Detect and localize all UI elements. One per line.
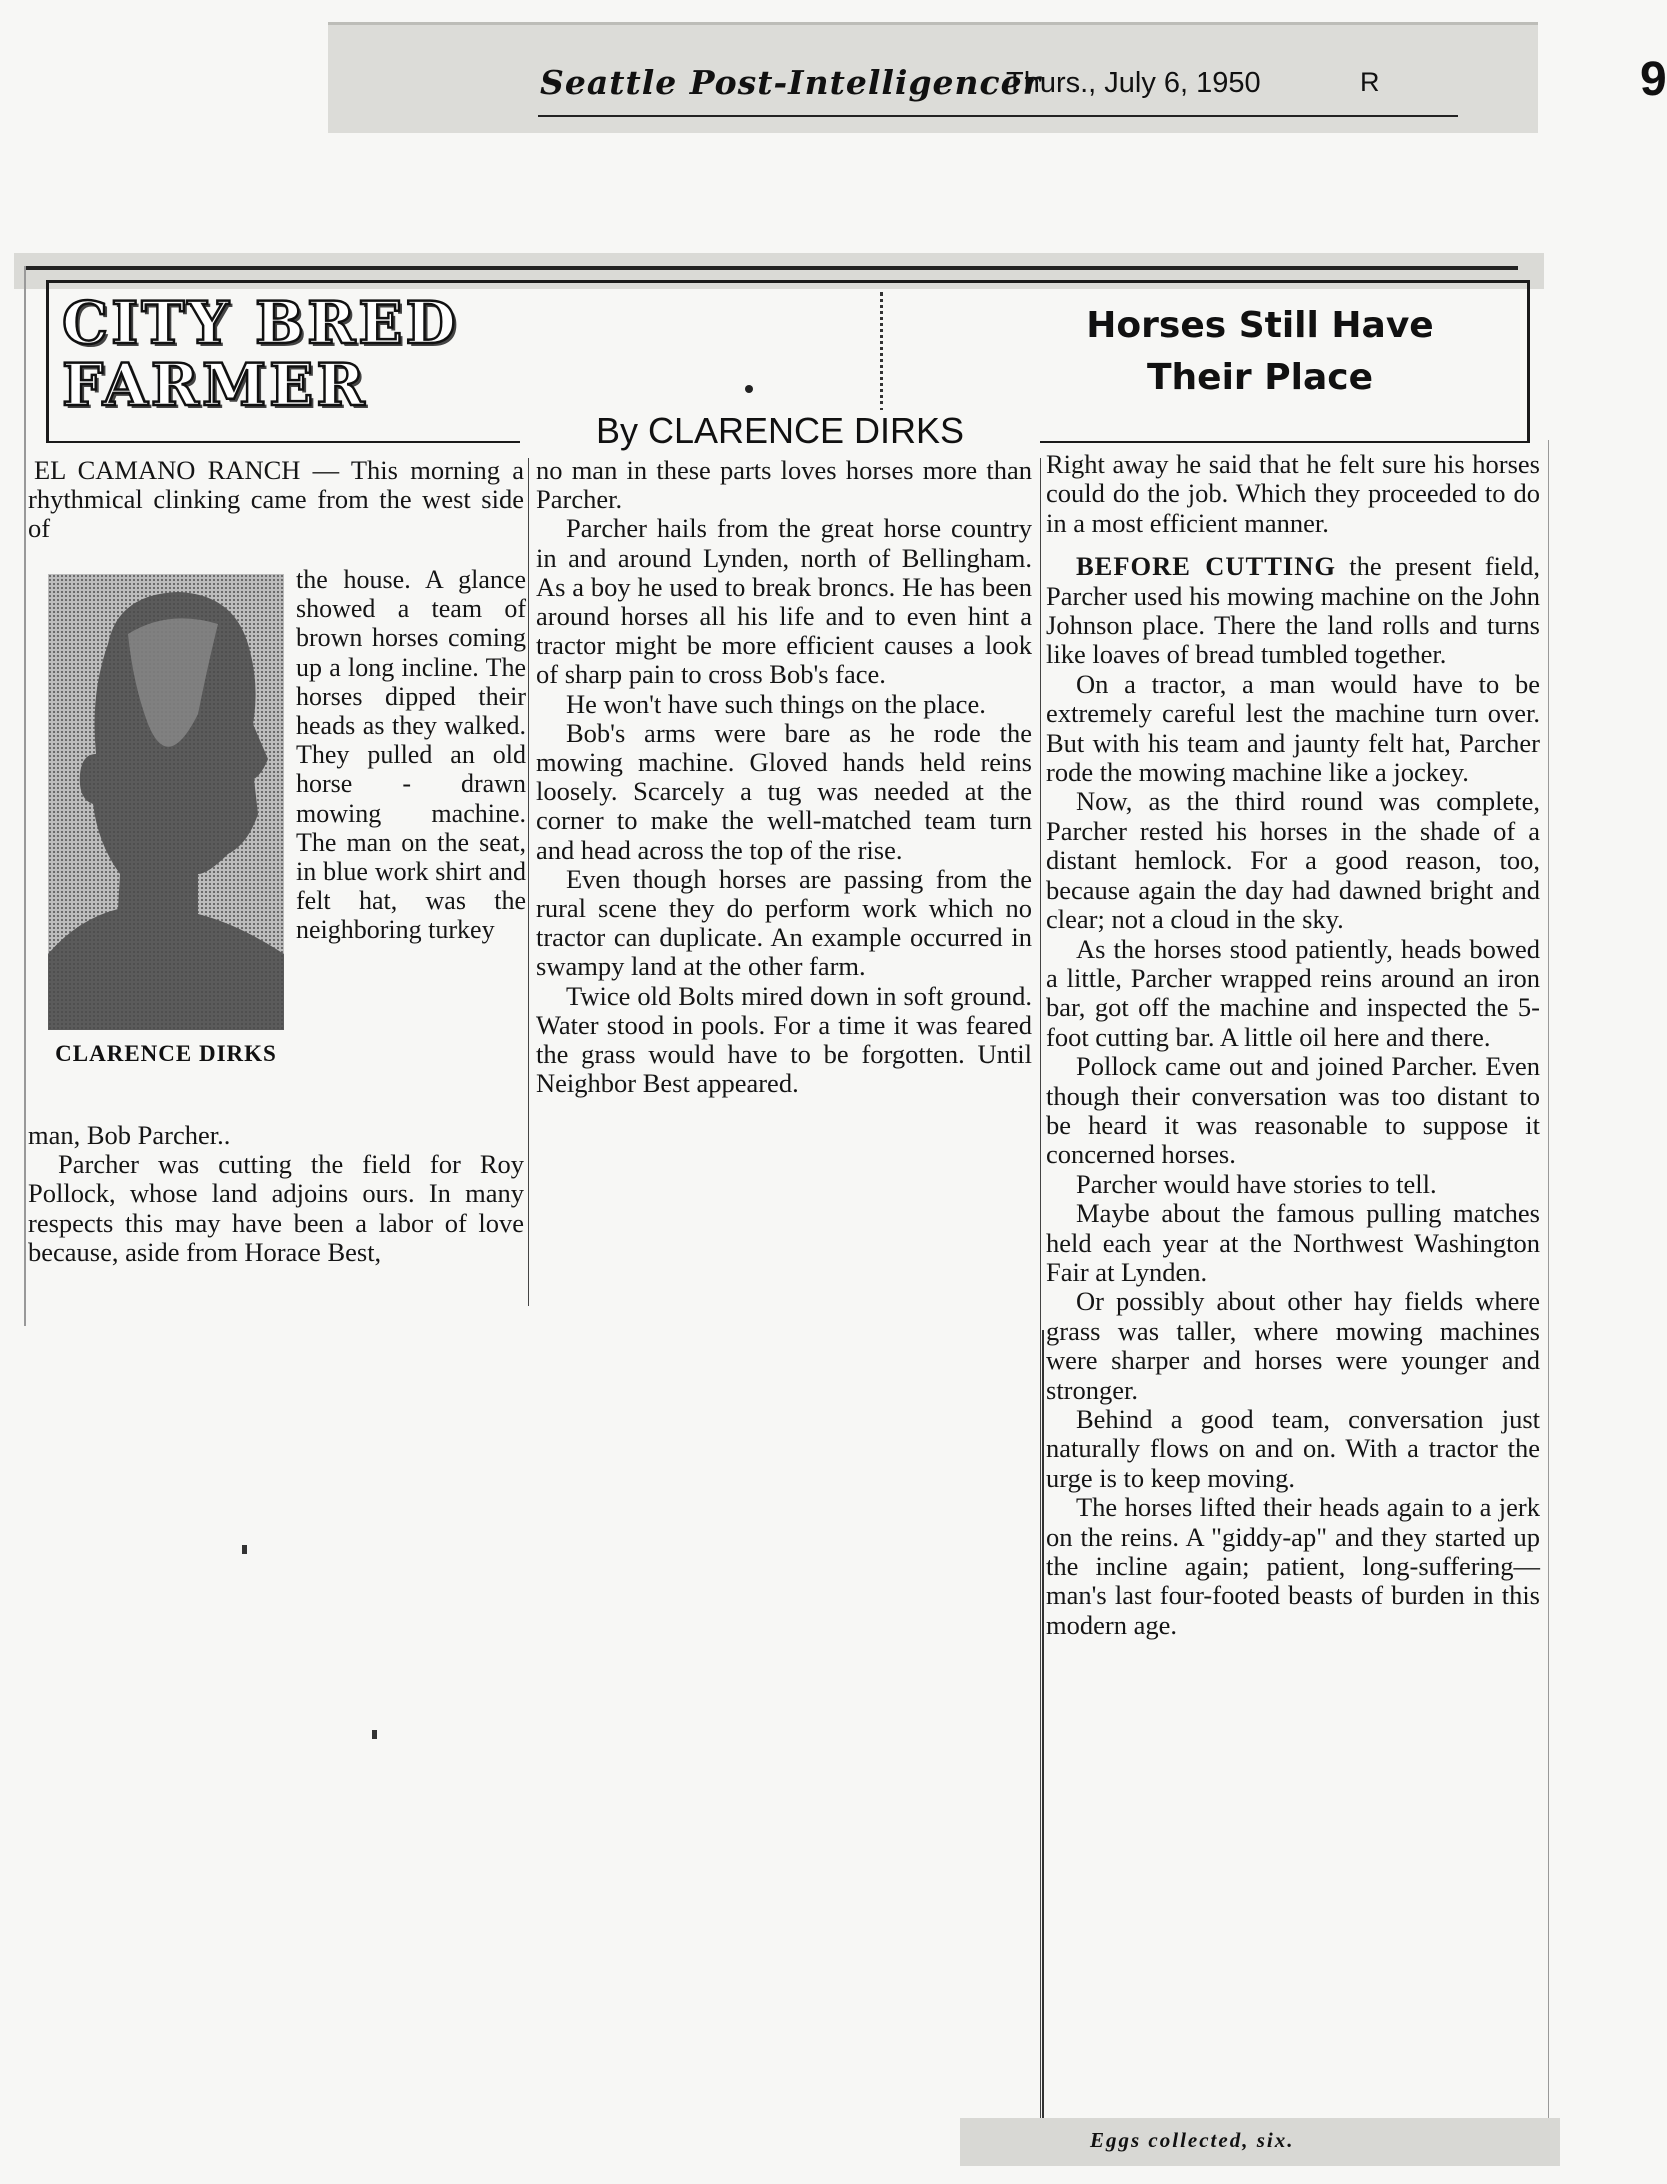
ornament-dot: [745, 385, 753, 393]
paragraph: Twice old Bolts mired down in soft ground. Water stood in pools. For a time it was feared the grass would have to be forgotten. Until Neighbor Best appeared.: [536, 980, 1032, 1099]
column-2: [536, 456, 1032, 1098]
newspaper-name: Seattle Post-Intelligencer: [540, 63, 1041, 102]
author-photo: [48, 574, 284, 1030]
masthead-strip: [328, 22, 1667, 133]
byline: By CLARENCE DIRKS: [520, 410, 1040, 452]
paragraph: Parcher hails from the great horse country in and around Lynden, north of Bellingham. As a boy he used to break broncs. He has been around horses all his life and to even hint a tractor might be more efficient causes a look of sharp pain to cross Bob's face.: [536, 513, 1032, 690]
paragraph: Bob's arms were bare as he rode the mowing machine. Gloved hands held reins loosely. Scarcely a tug was needed at the corner to make the well-matched team turn and head across the top of the rise.: [536, 717, 1032, 865]
paragraph: Now, as the third round was complete, Parcher rested his horses in the shade of a distant hemlock. For a good reason, too, because again the day had dawned bright and clear; not a cloud in the sky.: [1046, 786, 1540, 935]
publication-date: Thurs., July 6, 1950: [1006, 67, 1261, 99]
scan-speck: [372, 1730, 377, 1739]
masthead: [538, 47, 1667, 117]
paragraph: Pollock came out and joined Parcher. Even though their conversation was too distant to be heard it was reasonable to suppose it concerned horses.: [1046, 1051, 1540, 1170]
page-number: 9: [1640, 53, 1667, 106]
paragraph: Maybe about the famous pulling matches held each year at the Northwest Washington Fair at Lynden.: [1046, 1198, 1540, 1287]
column-rule: [1040, 458, 1041, 2164]
paragraph: As the horses stood patiently, heads bowed a little, Parcher wrapped reins around an iron bar, got off the machine and inspected the 5-foot cutting bar. A little oil here and there.: [1046, 933, 1540, 1052]
paragraph: Parcher would have stories to tell.: [1076, 1168, 1437, 1199]
column-kicker: CITY BRED FARMER: [62, 289, 459, 419]
paragraph: Parcher was cutting the field for Roy Pollock, whose land adjoins ours. In many respects this may have been a labor of love because, aside from Horace Best,: [28, 1149, 524, 1267]
paragraph-text: the present field, Parcher used his mowing machine on the John Johnson place. There the land rolls and turns like loaves of bread tumbled together.: [1046, 551, 1540, 670]
scan-speck: [242, 1545, 247, 1554]
photo-caption: CLARENCE DIRKS: [55, 1041, 277, 1066]
paragraph: Or possibly about other hay fields where grass was taller, where mowing machines were sharper and horses were younger and stronger.: [1046, 1286, 1540, 1405]
edition-mark: R: [1360, 67, 1380, 97]
paragraph: Right away he said that he felt sure his horses could do the job. Which they proceeded to do in a most efficient manner.: [1046, 449, 1540, 538]
subhead: BEFORE CUTTING: [1076, 551, 1336, 582]
paragraph: no man in these parts loves horses more than Parcher.: [536, 455, 1032, 515]
footer-note: Eggs collected, six.: [1090, 2128, 1295, 2152]
column-3: [1046, 450, 1540, 1640]
heading-divider: [880, 292, 883, 412]
article-lead: EL CAMANO RANCH — This morning a rhythmical clinking came from the west side of: [28, 455, 524, 544]
paragraph: On a tractor, a man would have to be extremely careful lest the machine turn over. But with his team and jaunty felt hat, Parcher rode the mowing machine like a jockey.: [1046, 668, 1540, 788]
column-rule: [528, 458, 529, 1306]
article-headline: Horses Still Have Their Place: [1086, 305, 1434, 398]
column-1-top: [28, 456, 524, 544]
paragraph: Behind a good team, conversation just naturally flows on and on. With a tractor the urge is to keep moving.: [1046, 1404, 1540, 1493]
paragraph: man, Bob Parcher..: [28, 1120, 231, 1150]
paragraph: He won't have such things on the place.: [566, 688, 986, 719]
paragraph: The horses lifted their heads again to a jerk on the reins. A "giddy-ap" and they started up the incline again; patient, long-suffering—man's last four-footed beasts of burden in this modern age.: [1046, 1492, 1540, 1640]
column-rule: [1548, 440, 1549, 2120]
paragraph: [1046, 552, 1540, 670]
continuation-edge: [1042, 1330, 1044, 2165]
paragraph: Even though horses are passing from the rural scene they do perform work which no tractor can duplicate. An example occurred in swampy land at the other farm.: [536, 863, 1032, 982]
author-portrait: [48, 574, 284, 1030]
column-1-wrap-text: the house. A glance showed a team of brown horses coming up a long incline. The horses dipped their heads as they walked. They pulled an old horse - drawn mowing machine. The man on the seat, in blue work shirt and felt hat, was the neighboring turkey: [296, 565, 526, 945]
column-1-bottom: [28, 1121, 524, 1267]
